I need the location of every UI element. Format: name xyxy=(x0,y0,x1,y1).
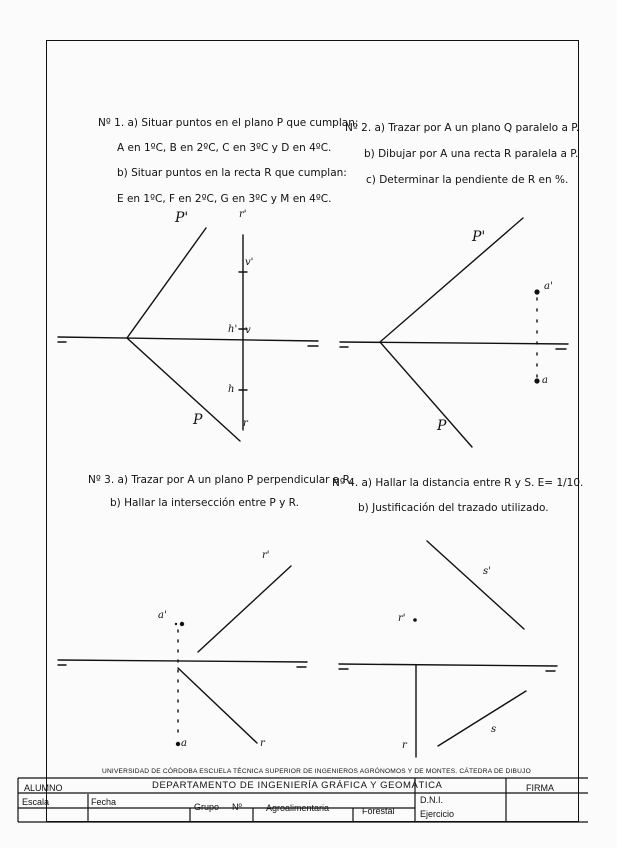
d1-label-p: P xyxy=(193,412,203,428)
d4-line-s xyxy=(438,691,526,746)
d2-trace-p xyxy=(380,342,472,447)
drawing-3 xyxy=(58,566,307,743)
ex1-line1: Nº 1. a) Situar puntos en el plano P que cumplan: xyxy=(98,117,359,129)
tb-agroalimentaria: Agroalimentaria xyxy=(266,803,330,813)
d1-label-v: v xyxy=(245,325,251,336)
d3-line-r-prime xyxy=(198,566,291,652)
d1-label-p-prime: P' xyxy=(175,210,189,226)
tb-grupo: Grupo xyxy=(194,802,220,812)
d4-line-s-prime xyxy=(427,541,524,629)
ex4-line2: b) Justificación del trazado utilizado. xyxy=(358,502,549,514)
d1-label-h-prime: h' xyxy=(228,324,238,335)
d1-trace-p xyxy=(127,338,240,441)
drawing-4 xyxy=(339,541,557,757)
tb-n: Nº xyxy=(232,802,242,812)
d2-label-p: P xyxy=(437,418,447,434)
d2-label-p-prime: P' xyxy=(472,229,486,245)
d3-point-a-prime-small xyxy=(175,623,177,625)
d2-ground-line xyxy=(340,342,568,344)
d3-label-a-prime: a' xyxy=(158,610,167,621)
d4-label-r-prime: r' xyxy=(398,613,406,624)
d4-point-r-prime xyxy=(413,618,417,622)
d4-label-r: r xyxy=(402,740,407,751)
d4-ground-line xyxy=(339,664,557,666)
d1-label-v-prime: v' xyxy=(245,257,254,268)
d1-label-h: h xyxy=(228,384,235,395)
d2-trace-p-prime xyxy=(380,218,523,342)
d3-label-a: a xyxy=(181,738,187,749)
drawing-1 xyxy=(58,228,318,441)
tb-firma: FIRMA xyxy=(526,783,554,793)
d4-label-s-prime: s' xyxy=(483,566,491,577)
d2-label-a-prime: a' xyxy=(544,281,553,292)
tb-fecha: Fecha xyxy=(91,797,117,807)
ex1-line3: b) Situar puntos en la recta R que cumplan: xyxy=(117,167,347,179)
tb-university: UNIVERSIDAD DE CÓRDOBA ESCUELA TÉCNICA SUPERIOR DE INGENIEROS AGRÓNOMOS Y DE MONTES. CÁTEDRA DE DIBUJO xyxy=(102,768,531,775)
drawing-2 xyxy=(340,218,568,447)
d4-label-s: s xyxy=(491,724,497,735)
ex3-line2: b) Hallar la intersección entre P y R. xyxy=(110,497,299,509)
d2-label-a: a xyxy=(542,375,548,386)
tb-forestal: Forestal xyxy=(362,806,395,816)
d3-point-a xyxy=(176,742,180,746)
d2-point-a-prime xyxy=(534,289,539,294)
ex1-line2: A en 1ºC, B en 2ºC, C en 3ºC y D en 4ºC. xyxy=(117,142,332,154)
tb-escala: Escala xyxy=(22,797,50,807)
d2-point-a xyxy=(534,378,539,383)
ex1-line4: E en 1ºC, F en 2ºC, G en 3ºC y M en 4ºC. xyxy=(117,193,332,205)
tb-ejercicio: Ejercicio xyxy=(420,809,455,819)
ex2-line3: c) Determinar la pendiente de R en %. xyxy=(366,174,569,186)
tb-alumno: ALUMNO xyxy=(24,783,63,793)
ex3-line1: Nº 3. a) Trazar por A un plano P perpendicular a R. xyxy=(88,474,353,486)
d3-point-a-prime xyxy=(180,622,184,626)
d1-ground-line xyxy=(58,337,318,341)
ex4-line1: Nº 4. a) Hallar la distancia entre R y S. E= 1/10. xyxy=(332,477,584,489)
d1-trace-p-prime xyxy=(127,228,206,338)
ex2-line1: Nº 2. a) Trazar por A un plano Q paralelo a P. xyxy=(345,122,580,134)
d1-label-r: r xyxy=(243,418,248,429)
ex2-line2: b) Dibujar por A una recta R paralela a P. xyxy=(364,148,579,160)
tb-department: DEPARTAMENTO DE INGENIERÍA GRÁFICA Y GEOMÁTICA xyxy=(152,780,443,791)
d3-label-r: r xyxy=(260,738,265,749)
d3-line-r xyxy=(178,668,257,743)
d3-label-r-prime: r' xyxy=(262,550,270,561)
d1-label-r-prime: r' xyxy=(239,209,247,220)
d3-ground-line xyxy=(58,660,307,662)
tb-dni: D.N.I. xyxy=(420,795,444,805)
